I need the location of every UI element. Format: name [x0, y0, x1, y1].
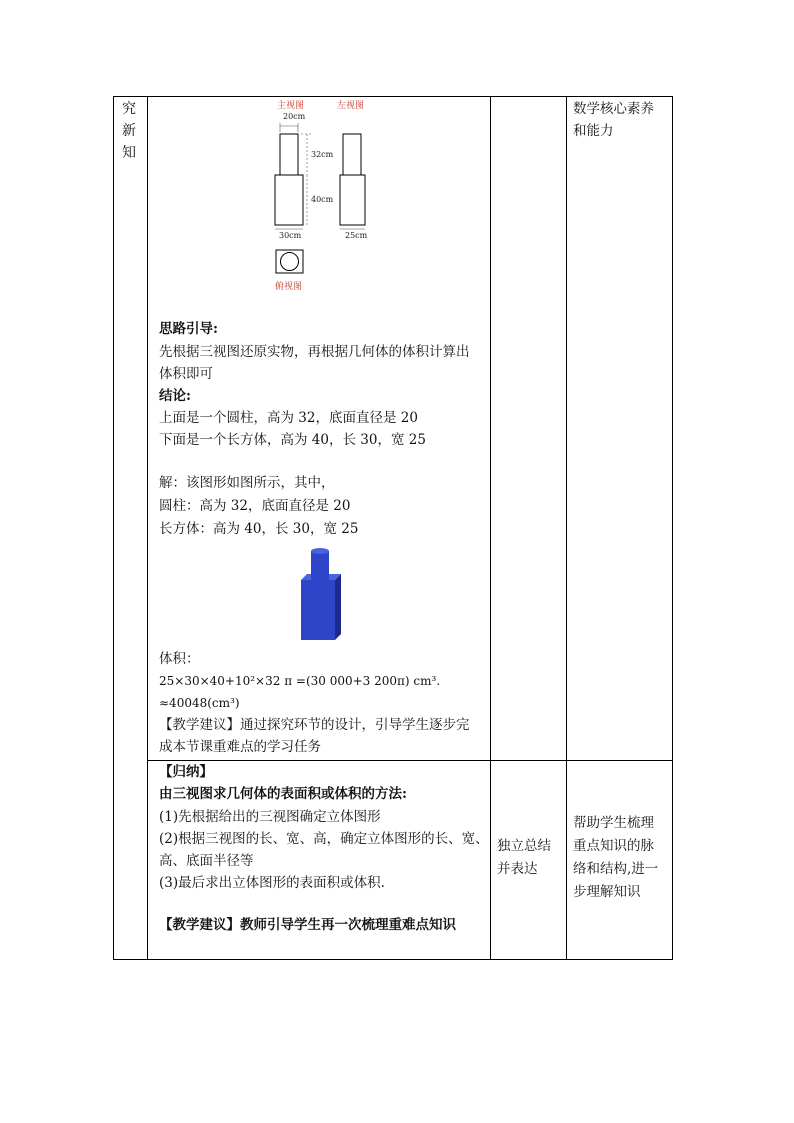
table-border-bottom — [113, 959, 673, 960]
method-step: (2)根据三视图的长、宽、高，确定立体图形的长、宽、 — [159, 831, 489, 847]
lesson-table — [113, 96, 673, 960]
solid-3d-image — [297, 546, 357, 646]
col-divider-3 — [566, 96, 567, 960]
dim-label: 40cm — [311, 195, 334, 204]
three-view-drawing — [263, 96, 403, 296]
volume-approx: ≈40048(cm³) — [159, 696, 240, 710]
teaching-advice: 成本节课重难点的学习任务 — [159, 739, 321, 755]
student-activity: 并表达 — [497, 861, 538, 877]
dim-label: 30cm — [279, 231, 302, 240]
hint-title: 思路引导: — [159, 321, 218, 337]
volume-title: 体积： — [159, 651, 200, 667]
goal-text-line: 数学核心素养 — [573, 101, 654, 117]
dim-label: 20cm — [283, 112, 306, 121]
teaching-advice-2: 【教学建议】教师引导学生再一次梳理重难点知识 — [159, 917, 456, 933]
teaching-advice: 【教学建议】通过探究环节的设计，引导学生逐步完 — [159, 717, 470, 733]
three-view-figure — [263, 96, 403, 296]
solution-text: 圆柱：高为 32，底面直径是 20 — [159, 498, 351, 514]
goal-text-line: 步理解知识 — [573, 884, 641, 900]
dim-label: 25cm — [345, 231, 368, 240]
student-activity: 独立总结 — [497, 838, 551, 854]
section-char: 知 — [122, 145, 136, 161]
method-title: 由三视图求几何体的表面积或体积的方法: — [159, 786, 407, 802]
goal-text-line: 络和结构,进一 — [573, 861, 659, 877]
summary-title: 【归纳】 — [159, 764, 213, 780]
goal-text-line: 重点知识的脉 — [573, 838, 654, 854]
table-border-right — [672, 96, 673, 960]
conclusion-title: 结论: — [159, 388, 191, 404]
col-divider-2 — [490, 96, 491, 960]
section-char: 新 — [122, 123, 136, 139]
solution-text: 长方体：高为 40，长 30，宽 25 — [159, 521, 359, 537]
conclusion-text: 上面是一个圆柱，高为 32，底面直径是 20 — [159, 410, 418, 426]
front-view-label: 主视图 — [277, 101, 305, 111]
dim-label: 32cm — [311, 150, 334, 159]
volume-formula: 25×30×40+10²×32 π =(30 000+3 200π) cm³. — [159, 674, 441, 688]
method-step: (3)最后求出立体图形的表面积或体积. — [159, 875, 385, 891]
hint-text: 先根据三视图还原实物，再根据几何体的体积计算出 — [159, 344, 470, 360]
hint-text: 体积即可 — [159, 366, 213, 382]
col-divider-1 — [147, 96, 148, 960]
row-divider — [147, 760, 673, 761]
top-view-label: 俯视图 — [275, 282, 303, 292]
solution-text: 解：该图形如图所示，其中， — [159, 475, 335, 491]
goal-text-line: 和能力 — [573, 123, 614, 139]
conclusion-text: 下面是一个长方体，高为 40，长 30，宽 25 — [159, 432, 426, 448]
section-char: 究 — [122, 101, 136, 117]
method-step: (1)先根据给出的三视图确定立体图形 — [159, 809, 381, 825]
left-view-label: 左视图 — [337, 101, 365, 111]
method-step: 高、底面半径等 — [159, 853, 254, 869]
table-border-left — [113, 96, 114, 960]
goal-text-line: 帮助学生梳理 — [573, 815, 654, 831]
